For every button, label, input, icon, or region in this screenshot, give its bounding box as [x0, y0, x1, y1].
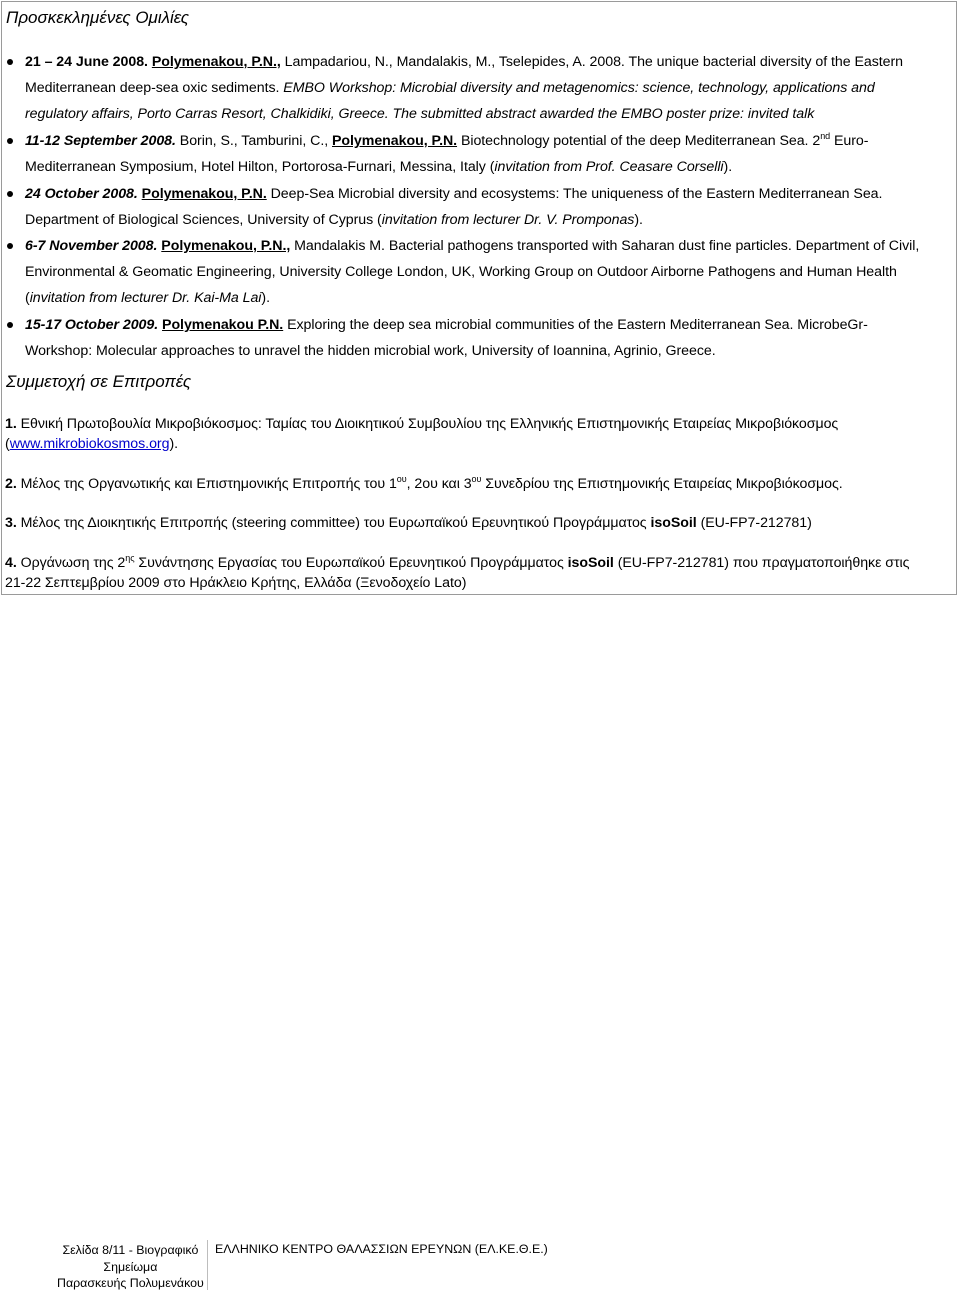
committee-1-line-2: (www.mikrobiokosmos.org). [5, 436, 179, 452]
talk-2-line-1: 11-12 September 2008. Borin, S., Tamburini, C., Polymenakou, P.N. Biotechnology potential of the deep Mediterranean Sea. 2nd Euro- [25, 131, 869, 149]
committee-number: 3. [5, 515, 17, 531]
talk-4-line-3: (invitation from lecturer Dr. Kai-Ma Lai). [25, 290, 270, 306]
project-name: isoSoil [650, 515, 697, 531]
talk-date: 21 – 24 June 2008. [25, 54, 148, 70]
footer-divider [207, 1240, 208, 1290]
mikrobiokosmos-link[interactable]: www.mikrobiokosmos.org [9, 436, 170, 452]
talk-5-line-2: Workshop: Molecular approaches to unravel the hidden microbial work, University of Ioannina, Agrinio, Greece. [25, 343, 716, 359]
committee-number: 4. [5, 555, 17, 571]
talk-date: 6-7 November 2008. [25, 238, 158, 254]
talk-author-highlight: Polymenakou P.N. [162, 317, 284, 333]
committee-3: 3. Μέλος της Διοικητικής Επιτροπής (steering committee) του Ευρωπαϊκού Ερευνητικού Προγράμματος isoSoil (EU-FP7-212781) [5, 515, 812, 531]
talk-date: 11-12 September 2008. [25, 133, 176, 149]
committees-heading: Συμμετοχή σε Επιτροπές [6, 372, 192, 391]
invited-talks-heading: Προσκεκλημένες Ομιλίες [6, 8, 190, 27]
bullet-icon [7, 322, 13, 328]
bullet-icon [7, 191, 13, 197]
talk-authors: Lampadariou, N., Mandalakis, M., Tselepides, A. 2008. The unique bacterial diversity of the Eastern [280, 54, 904, 70]
bullet-icon [7, 138, 13, 144]
committee-2: 2. Μέλος της Οργανωτικής και Επιστημονικής Επιτροπής του $1^{o\upsilon}$, 2ου και $3^{o\upsilon}$ Συνεδρίου της Επιστημονικής Εταιρείας Μικροβιόκοσμος. [5, 474, 843, 492]
talk-3-line-1: 24 October 2008. Polymenakou, P.N. Deep-Sea Microbial diversity and ecosystems: The uniqueness of the Eastern Mediterranean Sea. [25, 186, 883, 202]
footer-page-number: Σελίδα 8/11 - Βιογραφικό [62, 1243, 199, 1257]
talk-author-highlight: Polymenakou, P.N., [161, 238, 291, 254]
talk-1-line-1 [25, 54, 903, 70]
committee-number: 1. [5, 416, 17, 432]
footer-page-info: Σελίδα 8/11 - Βιογραφικό Σημείωμα Παρασκευής Πολυμενάκου [57, 1243, 204, 1291]
talk-author-highlight: Polymenakou, P.N. [332, 133, 458, 149]
talk-date: 24 October 2008. [25, 186, 138, 202]
project-name: isoSoil [567, 555, 614, 571]
talk-2-line-2: Mediterranean Symposium, Hotel Hilton, Portorosa-Furnari, Messina, Italy (invitation from Prof. Ceasare Corselli). [25, 159, 733, 175]
footer-organization: ΕΛΛΗΝΙΚΟ ΚΕΝΤΡΟ ΘΑΛΑΣΣΙΩΝ ΕΡΕΥΝΩΝ (ΕΛ.ΚΕ.Θ.Ε.) [215, 1242, 548, 1256]
talk-5-line-1: 15-17 October 2009. Polymenakou P.N. Exploring the deep sea microbial communities of the Eastern Mediterranean Sea. MicrobeGr- [25, 317, 868, 333]
committee-4-line-1: 4. Οργάνωση της $2^{\eta\varsigma}$ Συνάντησης Εργασίας του Ευρωπαϊκού Ερευνητικού Προγράμματος isoSoil (EU-FP7-212781) που πραγματοποιήθηκε στις [5, 553, 910, 571]
talk-1-line-3: regulatory affairs, Porto Carras Resort, Chalkidiki, Greece. The submitted abstract awarded the EMBO poster prize: invited talk [25, 106, 815, 122]
bullet-icon [7, 59, 13, 65]
talk-author-highlight: Polymenakou, P.N. [141, 186, 267, 202]
talk-date: 15-17 October 2009. [25, 317, 159, 333]
talk-4-line-2: Environmental & Geomatic Engineering, University College London, UK, Working Group on Outdoor Airborne Pathogens and Human Health [25, 264, 897, 280]
talk-3-line-2: Department of Biological Sciences, University of Cyprus (invitation from lecturer Dr. V. Promponas). [25, 212, 643, 228]
talk-author-highlight: Polymenakou, P.N., [151, 54, 281, 70]
committee-number: 2. [5, 476, 17, 492]
talk-4-line-1: 6-7 November 2008. Polymenakou, P.N., Mandalakis M. Bacterial pathogens transported with Saharan dust fine particles. Department of Civil, [25, 238, 920, 254]
committee-4-line-2: 21-22 Σεπτεμβρίου 2009 στο Ηράκλειο Κρήτης, Ελλάδα (Ξενοδοχείο Lato) [5, 575, 467, 591]
talk-1-line-2: Mediterranean deep-sea oxic sediments. EMBO Workshop: Microbial diversity and metagenomics: science, technology, applications and [25, 80, 875, 96]
bullet-icon [7, 243, 13, 249]
committee-1-line-1: 1. Εθνική Πρωτοβουλία Μικροβιόκοσμος: Ταμίας του Διοικητικού Συμβουλίου της Ελληνικής Επιστημονικής Εταιρείας Μικροβιόκοσμος [5, 416, 839, 432]
